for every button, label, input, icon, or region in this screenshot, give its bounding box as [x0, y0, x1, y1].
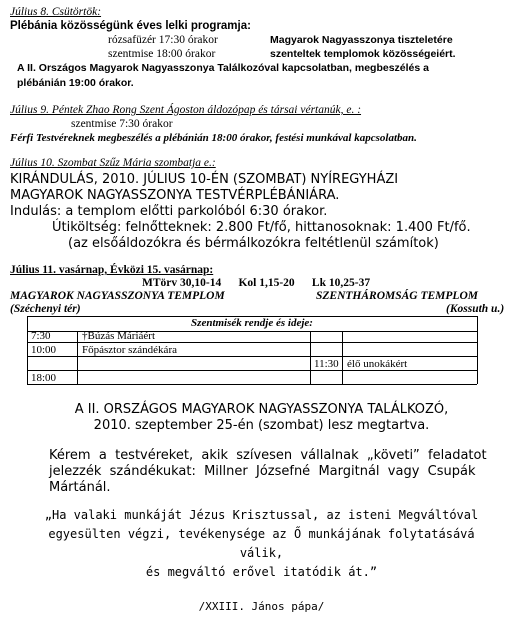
july9-mass: szentmise 7:30 órakor: [71, 118, 173, 130]
meeting-announcement-line2: plébánián 19:00 órakor.: [17, 77, 134, 89]
church-right-sub: (Kossuth u.): [446, 303, 505, 315]
july9-note: Férfi Testvéreknek megbeszélés a plébánián 18:00 órakor, festési munkával kapcsolatban.: [10, 132, 417, 144]
request-line1: Kérem a testvéreket, akik szívesen vállalnak „követi” feladatot: [49, 448, 487, 463]
church-left: MAGYAROK NAGYASSZONYA TEMPLOM: [10, 290, 225, 302]
program-title: Plébánia közösségünk éves lelki programja:: [10, 20, 251, 32]
meeting-date: 2010. szeptember 25-én (szombat) lesz megtartva.: [93, 418, 430, 433]
july10-date: Július 10. Szombat Szűz Mária szombatja e.:: [10, 157, 216, 169]
church-right: SZENTHÁROMSÁG TEMPLOM: [316, 290, 478, 302]
july9-date: Július 9. Péntek Zhao Rong Szent Ágoston áldozópap és társai vértanúk, e. :: [10, 104, 362, 116]
trip-title-line2: MAGYAROK NAGYASSZONYA TESTVÉRPLÉBÁNIÁRA.: [10, 188, 340, 203]
row2-time-left: 10:00: [31, 344, 57, 356]
trip-departure: Indulás: a templom előtti parkolóból 6:30 órakor.: [10, 204, 328, 219]
meeting-announcement-line1: A II. Országos Magyarok Nagyasszonya Találkozóval kapcsolatban, megbeszélés a: [17, 62, 429, 74]
row3-time-right: 11:30: [314, 358, 339, 370]
row2-intent-left: Főpásztor szándékára: [82, 344, 177, 356]
request-line2: jelezzék szándékukat: Millner Józsefné Margitnál vagy Csupák: [49, 464, 476, 479]
rosary-time: rózsafüzér 17:30 órakor: [108, 34, 218, 46]
church-left-sub: (Széchenyi tér): [10, 303, 81, 315]
row1-intent-left: †Búzás Máriáért: [82, 330, 155, 342]
readings: MTörv 30,10-14 Kol 1,15-20 Lk 10,25-37: [142, 277, 371, 289]
trip-title-line1: KIRÁNDULÁS, 2010. JÚLIUS 10-ÉN (SZOMBAT) NYÍREGYHÁZI: [10, 172, 399, 187]
quote-line4: és megváltó erővel itatódik át.”: [145, 565, 378, 579]
meeting-title: A II. ORSZÁGOS MAGYAROK NAGYASSZONYA TALÁLKOZÓ,: [74, 402, 449, 417]
rosary-note: Magyarok Nagyasszonya tiszteletére: [270, 34, 453, 46]
table-title: Szentmisék rendje és ideje:: [191, 317, 313, 329]
row3-intent-right: élő unokákért: [347, 358, 408, 370]
quote-line1: „Ha valaki munkáját Jézus Krisztussal, az isteni Megváltóval: [44, 508, 479, 522]
trip-cost: Útiköltség: felnőtteknek: 2.800 Ft/fő, hittanosoknak: 1.400 Ft/fő.: [52, 220, 471, 235]
july8-date: Július 8. Csütörtök:: [10, 6, 102, 18]
quote-line3: válik,: [239, 546, 284, 560]
mass-note: szenteltek templomok közösségeiért.: [270, 48, 456, 60]
request-line3: Mártánál.: [49, 480, 111, 495]
trip-free-note: (az elsőáldozókra és bérmálkozókra feltétlenül számítok): [68, 236, 439, 251]
row1-time-left: 7:30: [31, 330, 51, 342]
quote-line2: egyesülten végzi, tevékenysége az Ő munkájának folytatásává: [48, 527, 475, 541]
row4-time-left: 18:00: [31, 372, 57, 384]
mass-time: szentmise 18:00 órakor: [108, 48, 216, 60]
july11-date: Július 11. vasárnap, Évközi 15. vasárnap:: [10, 264, 214, 276]
quote-author: /XXIII. János pápa/: [198, 600, 325, 613]
